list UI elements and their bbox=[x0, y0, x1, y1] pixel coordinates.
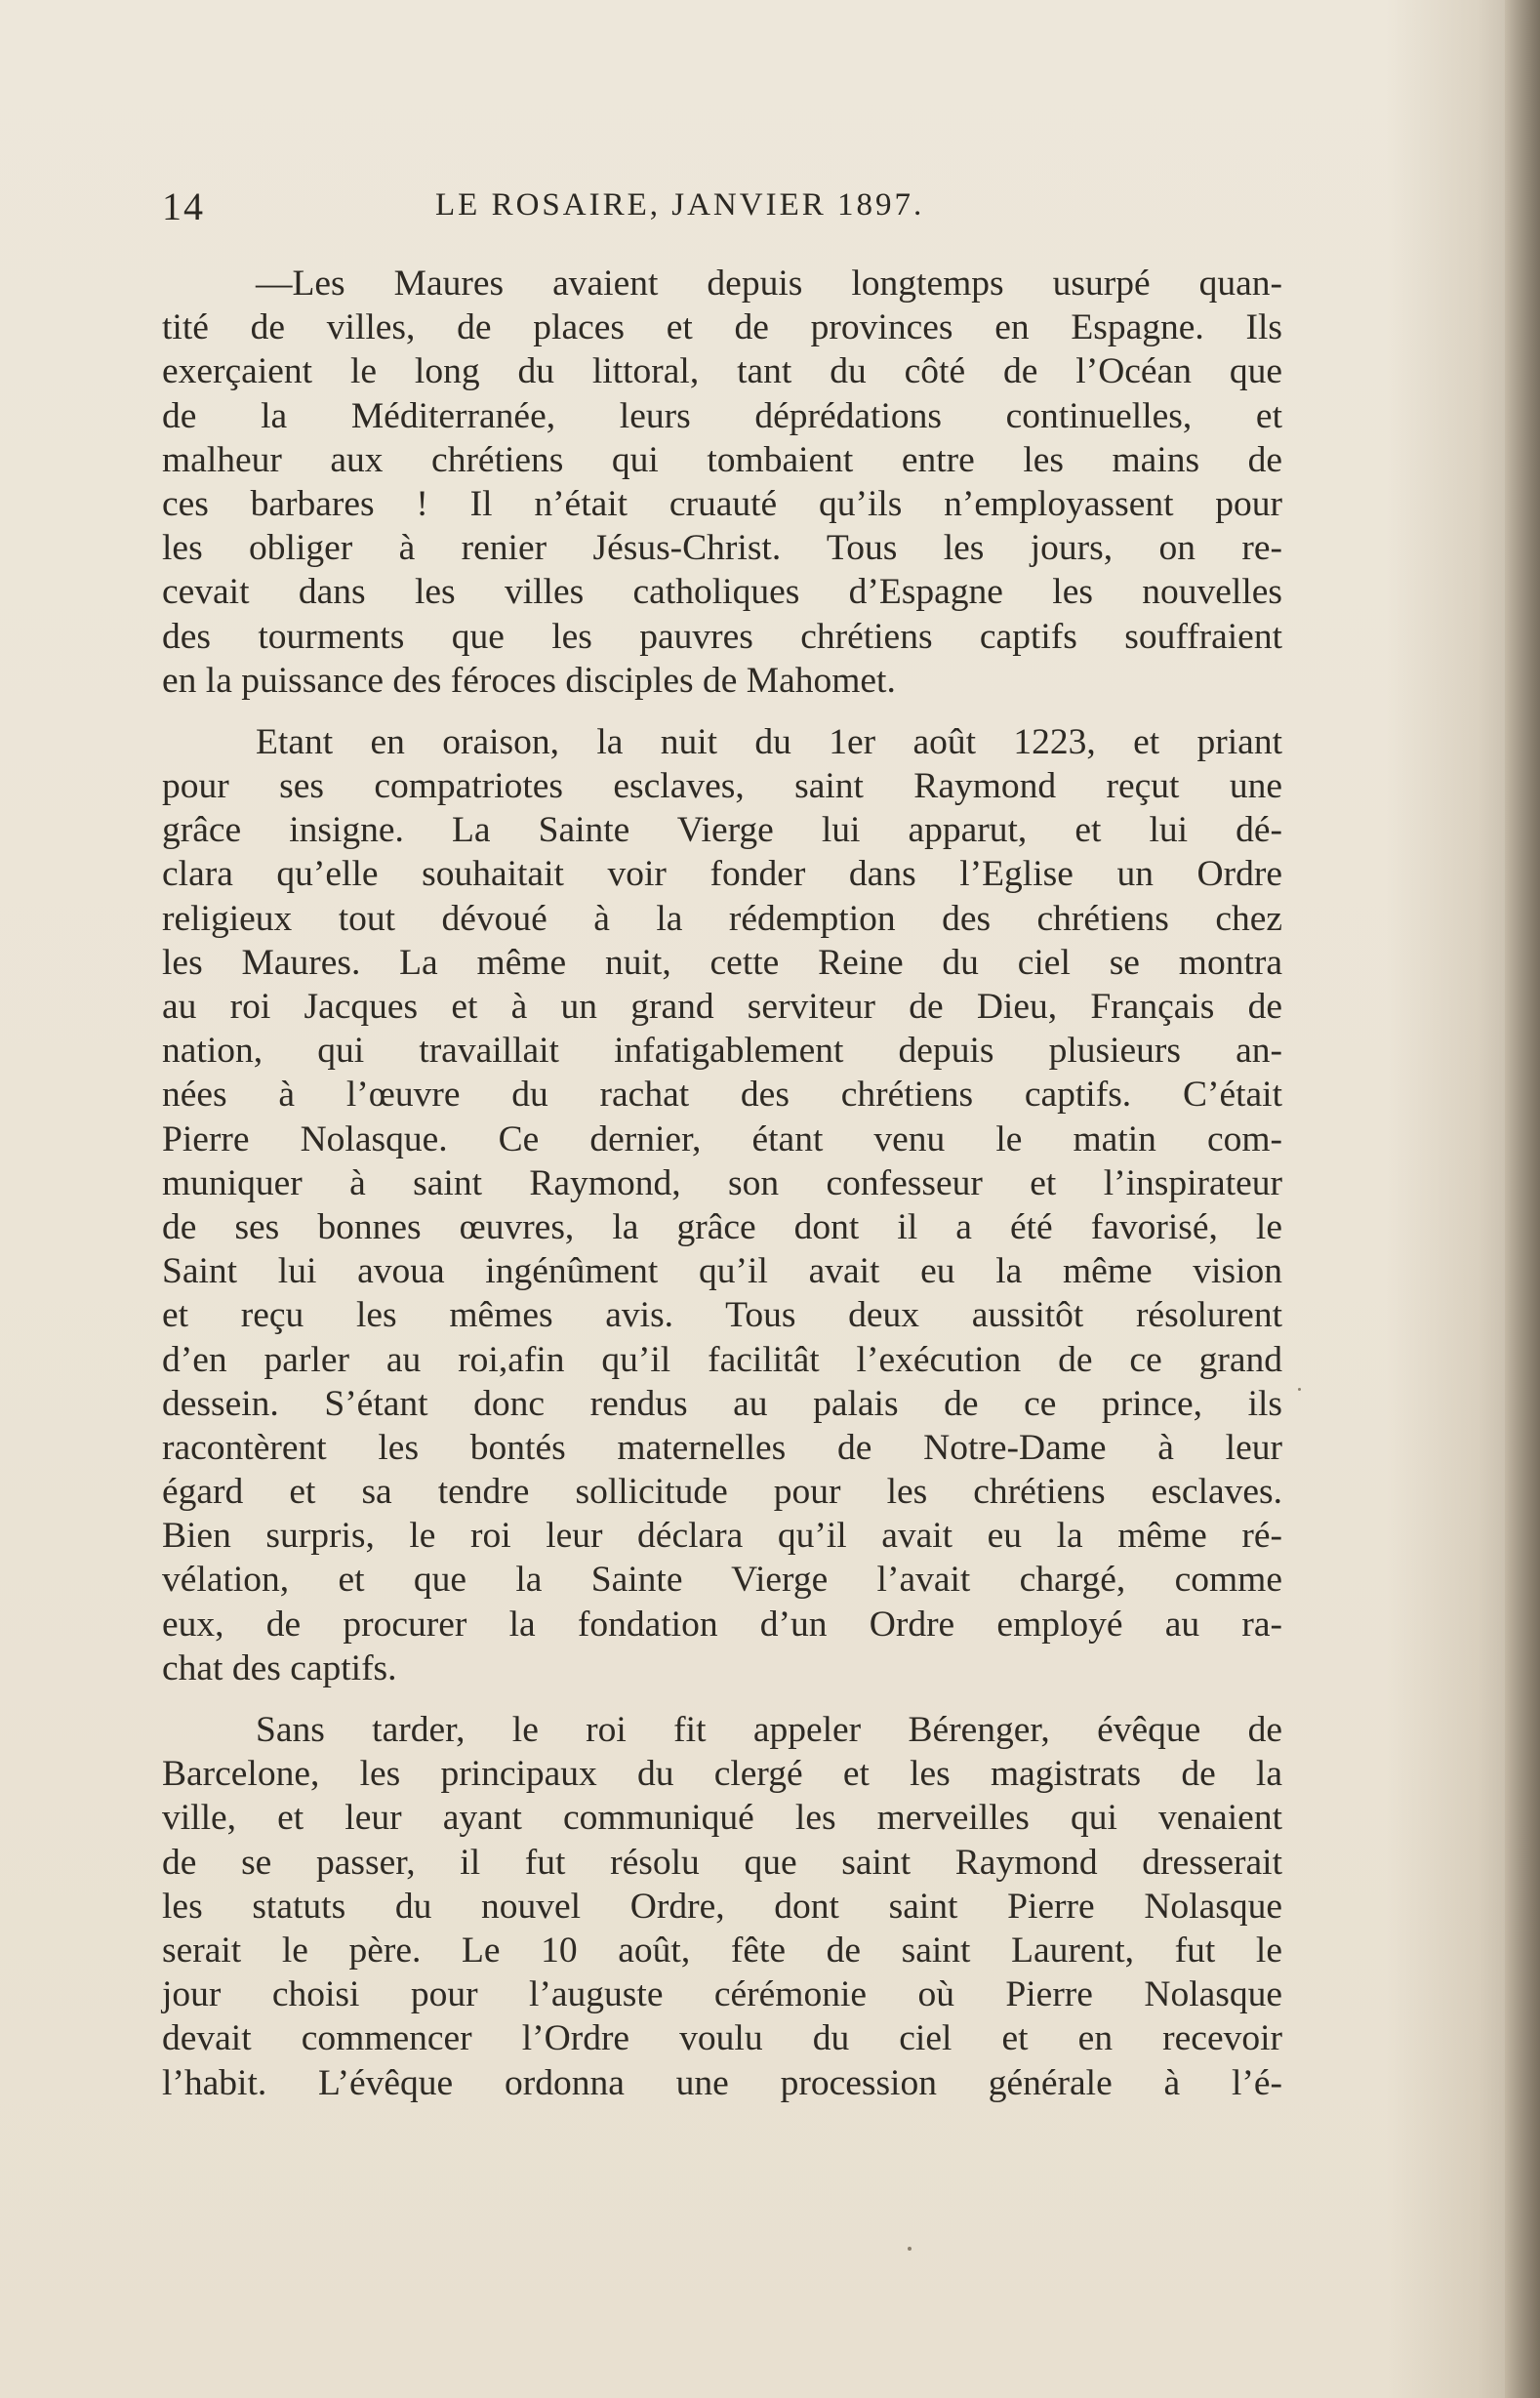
text-line: de ses bonnes œuvres, la grâce dont il a été favorisé, le bbox=[162, 1206, 1282, 1247]
text-line: chat des captifs. bbox=[162, 1647, 397, 1688]
page-binding-shadow bbox=[1505, 0, 1540, 2398]
text-line: cevait dans les villes catholiques d’Espagne les nouvelles bbox=[162, 572, 1282, 613]
text-line: nation, qui travaillait infatigablement depuis plusieurs an- bbox=[162, 1031, 1282, 1072]
text-line: muniquer à saint Raymond, son confesseur et l’inspirateur bbox=[162, 1162, 1282, 1203]
text-line: —Les Maures avaient depuis longtemps usurpé quan- bbox=[256, 264, 1282, 304]
text-line: en la puissance des féroces disciples de Mahomet. bbox=[162, 660, 896, 701]
paragraph-2 bbox=[162, 720, 1282, 1690]
paragraph-3 bbox=[162, 1708, 1282, 2105]
text-line: et reçu les mêmes avis. Tous deux aussitôt résolurent bbox=[162, 1295, 1282, 1336]
paragraph-gap bbox=[162, 703, 1282, 720]
text-line: les obliger à renier Jésus-Christ. Tous les jours, on re- bbox=[162, 528, 1282, 569]
paragraph-gap bbox=[162, 1690, 1282, 1708]
text-line: les Maures. La même nuit, cette Reine du ciel se montra bbox=[162, 942, 1282, 983]
paper-speck bbox=[908, 2247, 912, 2251]
text-line: tité de villes, de places et de provinces en Espagne. Ils bbox=[162, 307, 1282, 348]
text-line: pour ses compatriotes esclaves, saint Raymond reçut une bbox=[162, 766, 1282, 807]
text-line: eux, de procurer la fondation d’un Ordre employé au ra- bbox=[162, 1604, 1282, 1645]
text-line: malheur aux chrétiens qui tombaient entre les mains de bbox=[162, 439, 1282, 480]
running-title: LE ROSAIRE, JANVIER 1897. bbox=[435, 187, 925, 223]
text-line: Etant en oraison, la nuit du 1er août 1223, et priant bbox=[256, 721, 1282, 762]
text-line: Pierre Nolasque. Ce dernier, étant venu le matin com- bbox=[162, 1118, 1282, 1159]
text-line: d’en parler au roi,afin qu’il facilitât l’exécution de ce grand bbox=[162, 1339, 1282, 1380]
text-line: devait commencer l’Ordre voulu du ciel et en recevoir bbox=[162, 2018, 1282, 2059]
text-line: Bien surpris, le roi leur déclara qu’il avait eu la même ré- bbox=[162, 1516, 1282, 1557]
text-line: de la Méditerranée, leurs déprédations continuelles, et bbox=[162, 395, 1282, 436]
text-line: Saint lui avoua ingénûment qu’il avait eu la même vision bbox=[162, 1251, 1282, 1292]
text-line: nées à l’œuvre du rachat des chrétiens captifs. C’était bbox=[162, 1075, 1282, 1116]
text-line: Sans tarder, le roi fit appeler Bérenger, évêque de bbox=[256, 1710, 1282, 1750]
paragraph-1 bbox=[162, 262, 1282, 703]
text-line: religieux tout dévoué à la rédemption des chrétiens chez bbox=[162, 898, 1282, 939]
text-line: dessein. S’étant donc rendus au palais de ce prince, ils bbox=[162, 1383, 1282, 1424]
text-line: racontèrent les bontés maternelles de Notre-Dame à leur bbox=[162, 1427, 1282, 1468]
page-number: 14 bbox=[162, 184, 205, 228]
text-line: des tourments que les pauvres chrétiens captifs souffraient bbox=[162, 616, 1282, 657]
text-line: au roi Jacques et à un grand serviteur de Dieu, Français de bbox=[162, 987, 1282, 1027]
text-line: Barcelone, les principaux du clergé et les magistrats de la bbox=[162, 1754, 1282, 1795]
text-line: les statuts du nouvel Ordre, dont saint Pierre Nolasque bbox=[162, 1886, 1282, 1927]
text-line: exerçaient le long du littoral, tant du côté de l’Océan que bbox=[162, 351, 1282, 392]
body-text bbox=[162, 262, 1282, 2105]
text-line: jour choisi pour l’auguste cérémonie où Pierre Nolasque bbox=[162, 1974, 1282, 2015]
text-line: ces barbares ! Il n’était cruauté qu’ils n’employassent pour bbox=[162, 483, 1282, 524]
text-line: serait le père. Le 10 août, fête de saint Laurent, fut le bbox=[162, 1930, 1282, 1971]
paper-speck bbox=[1298, 1388, 1301, 1391]
text-line: vélation, et que la Sainte Vierge l’avait chargé, comme bbox=[162, 1560, 1282, 1601]
text-line: l’habit. L’évêque ordonna une procession générale à l’é- bbox=[162, 2062, 1282, 2103]
text-line: clara qu’elle souhaitait voir fonder dans l’Eglise un Ordre bbox=[162, 854, 1282, 895]
text-line: de se passer, il fut résolu que saint Raymond dresserait bbox=[162, 1842, 1282, 1883]
text-line: grâce insigne. La Sainte Vierge lui apparut, et lui dé- bbox=[162, 810, 1282, 851]
page-header bbox=[162, 183, 1294, 242]
text-line: ville, et leur ayant communiqué les merveilles qui venaient bbox=[162, 1798, 1282, 1839]
text-line: égard et sa tendre sollicitude pour les chrétiens esclaves. bbox=[162, 1472, 1282, 1513]
